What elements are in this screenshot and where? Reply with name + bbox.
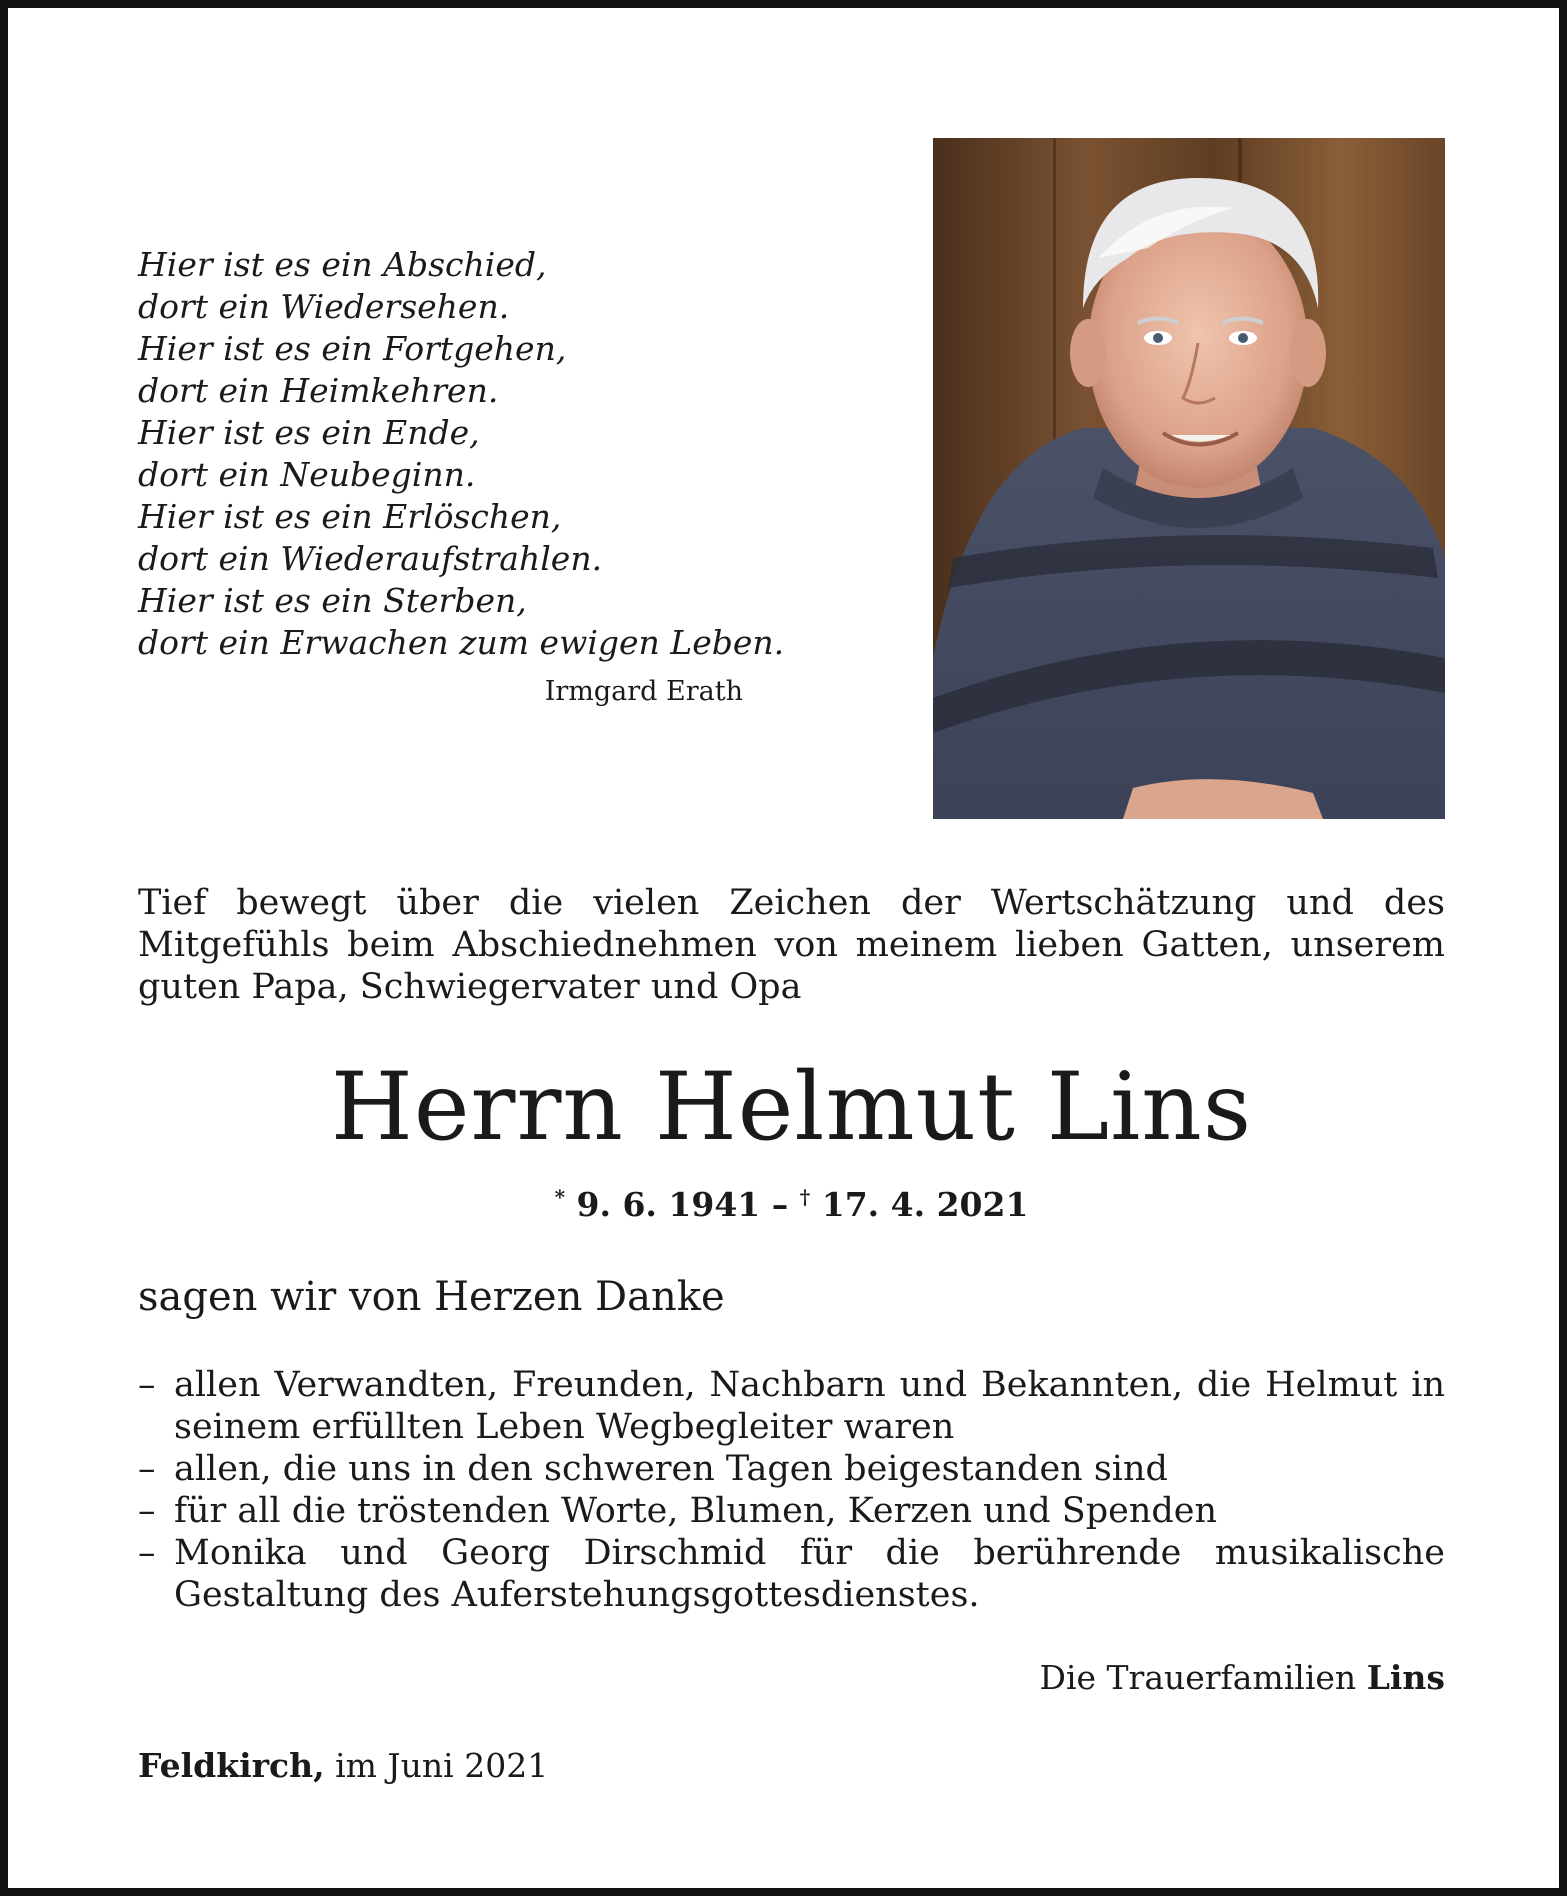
poem-line: Hier ist es ein Sterben, — [138, 581, 527, 620]
death-cross-icon: † — [799, 1185, 811, 1209]
list-item — [138, 1448, 1445, 1490]
date-separator: – — [771, 1185, 789, 1224]
list-item-text: für all die tröstenden Worte, Blumen, Kerzen und Spenden — [174, 1491, 1218, 1531]
list-item — [138, 1364, 1445, 1448]
poem-line: dort ein Wiederaufstrahlen. — [138, 539, 603, 578]
poem-line: dort ein Erwachen zum ewigen Leben. — [138, 623, 785, 662]
family-name: Lins — [1366, 1658, 1445, 1697]
dash-bullet: – — [138, 1533, 156, 1573]
list-item-text: allen Verwandten, Freunden, Nachbarn und Bekannten, die Helmut in seinem erfüllten Leben Wegbegleiter waren — [174, 1365, 1445, 1447]
death-date: 17. 4. 2021 — [821, 1185, 1029, 1224]
poem-line: dort ein Neubeginn. — [138, 455, 476, 494]
list-item-text: allen, die uns in den schweren Tagen beigestanden sind — [174, 1449, 1168, 1489]
poem-line: Hier ist es ein Abschied, — [138, 245, 547, 284]
portrait-photo — [933, 138, 1445, 819]
birth-date: 9. 6. 1941 — [576, 1185, 761, 1224]
place-city: Feldkirch, — [138, 1746, 325, 1785]
birth-star-icon: * — [554, 1185, 566, 1209]
thanks-list — [138, 1364, 1445, 1616]
poem-line: dort ein Heimkehren. — [138, 371, 499, 410]
dash-bullet: – — [138, 1365, 156, 1405]
poem-author: Irmgard Erath — [544, 676, 743, 707]
poem-line: Hier ist es ein Ende, — [138, 413, 480, 452]
closing-signature — [138, 1658, 1445, 1697]
poem-line: Hier ist es ein Fortgehen, — [138, 329, 567, 368]
thanks-heading: sagen wir von Herzen Danke — [138, 1274, 725, 1320]
poem-line: dort ein Wiedersehen. — [138, 287, 510, 326]
place-date — [138, 1746, 548, 1785]
list-item — [138, 1532, 1445, 1616]
list-item — [138, 1490, 1445, 1532]
life-dates — [8, 1185, 1567, 1224]
poem-line: Hier ist es ein Erlöschen, — [138, 497, 562, 536]
dash-bullet: – — [138, 1491, 156, 1531]
list-item-text: Monika und Georg Dirschmid für die berührende musikalische Gestaltung des Auferstehungsgottesdienstes. — [174, 1533, 1445, 1615]
dash-bullet: – — [138, 1449, 156, 1489]
closing-prefix: Die Trauerfamilien — [1039, 1658, 1357, 1697]
portrait-photo-icon — [933, 138, 1445, 819]
place-date-text: im Juni 2021 — [335, 1746, 549, 1785]
deceased-name: Herrn Helmut Lins — [330, 1053, 1253, 1162]
poem — [138, 244, 785, 664]
intro-text: Tief bewegt über die vielen Zeichen der Wertschätzung und des Mitgefühls beim Abschiednehmen von meinem lieben Gatten, unserem guten Papa, Schwiegervater und Opa — [138, 883, 1445, 1007]
